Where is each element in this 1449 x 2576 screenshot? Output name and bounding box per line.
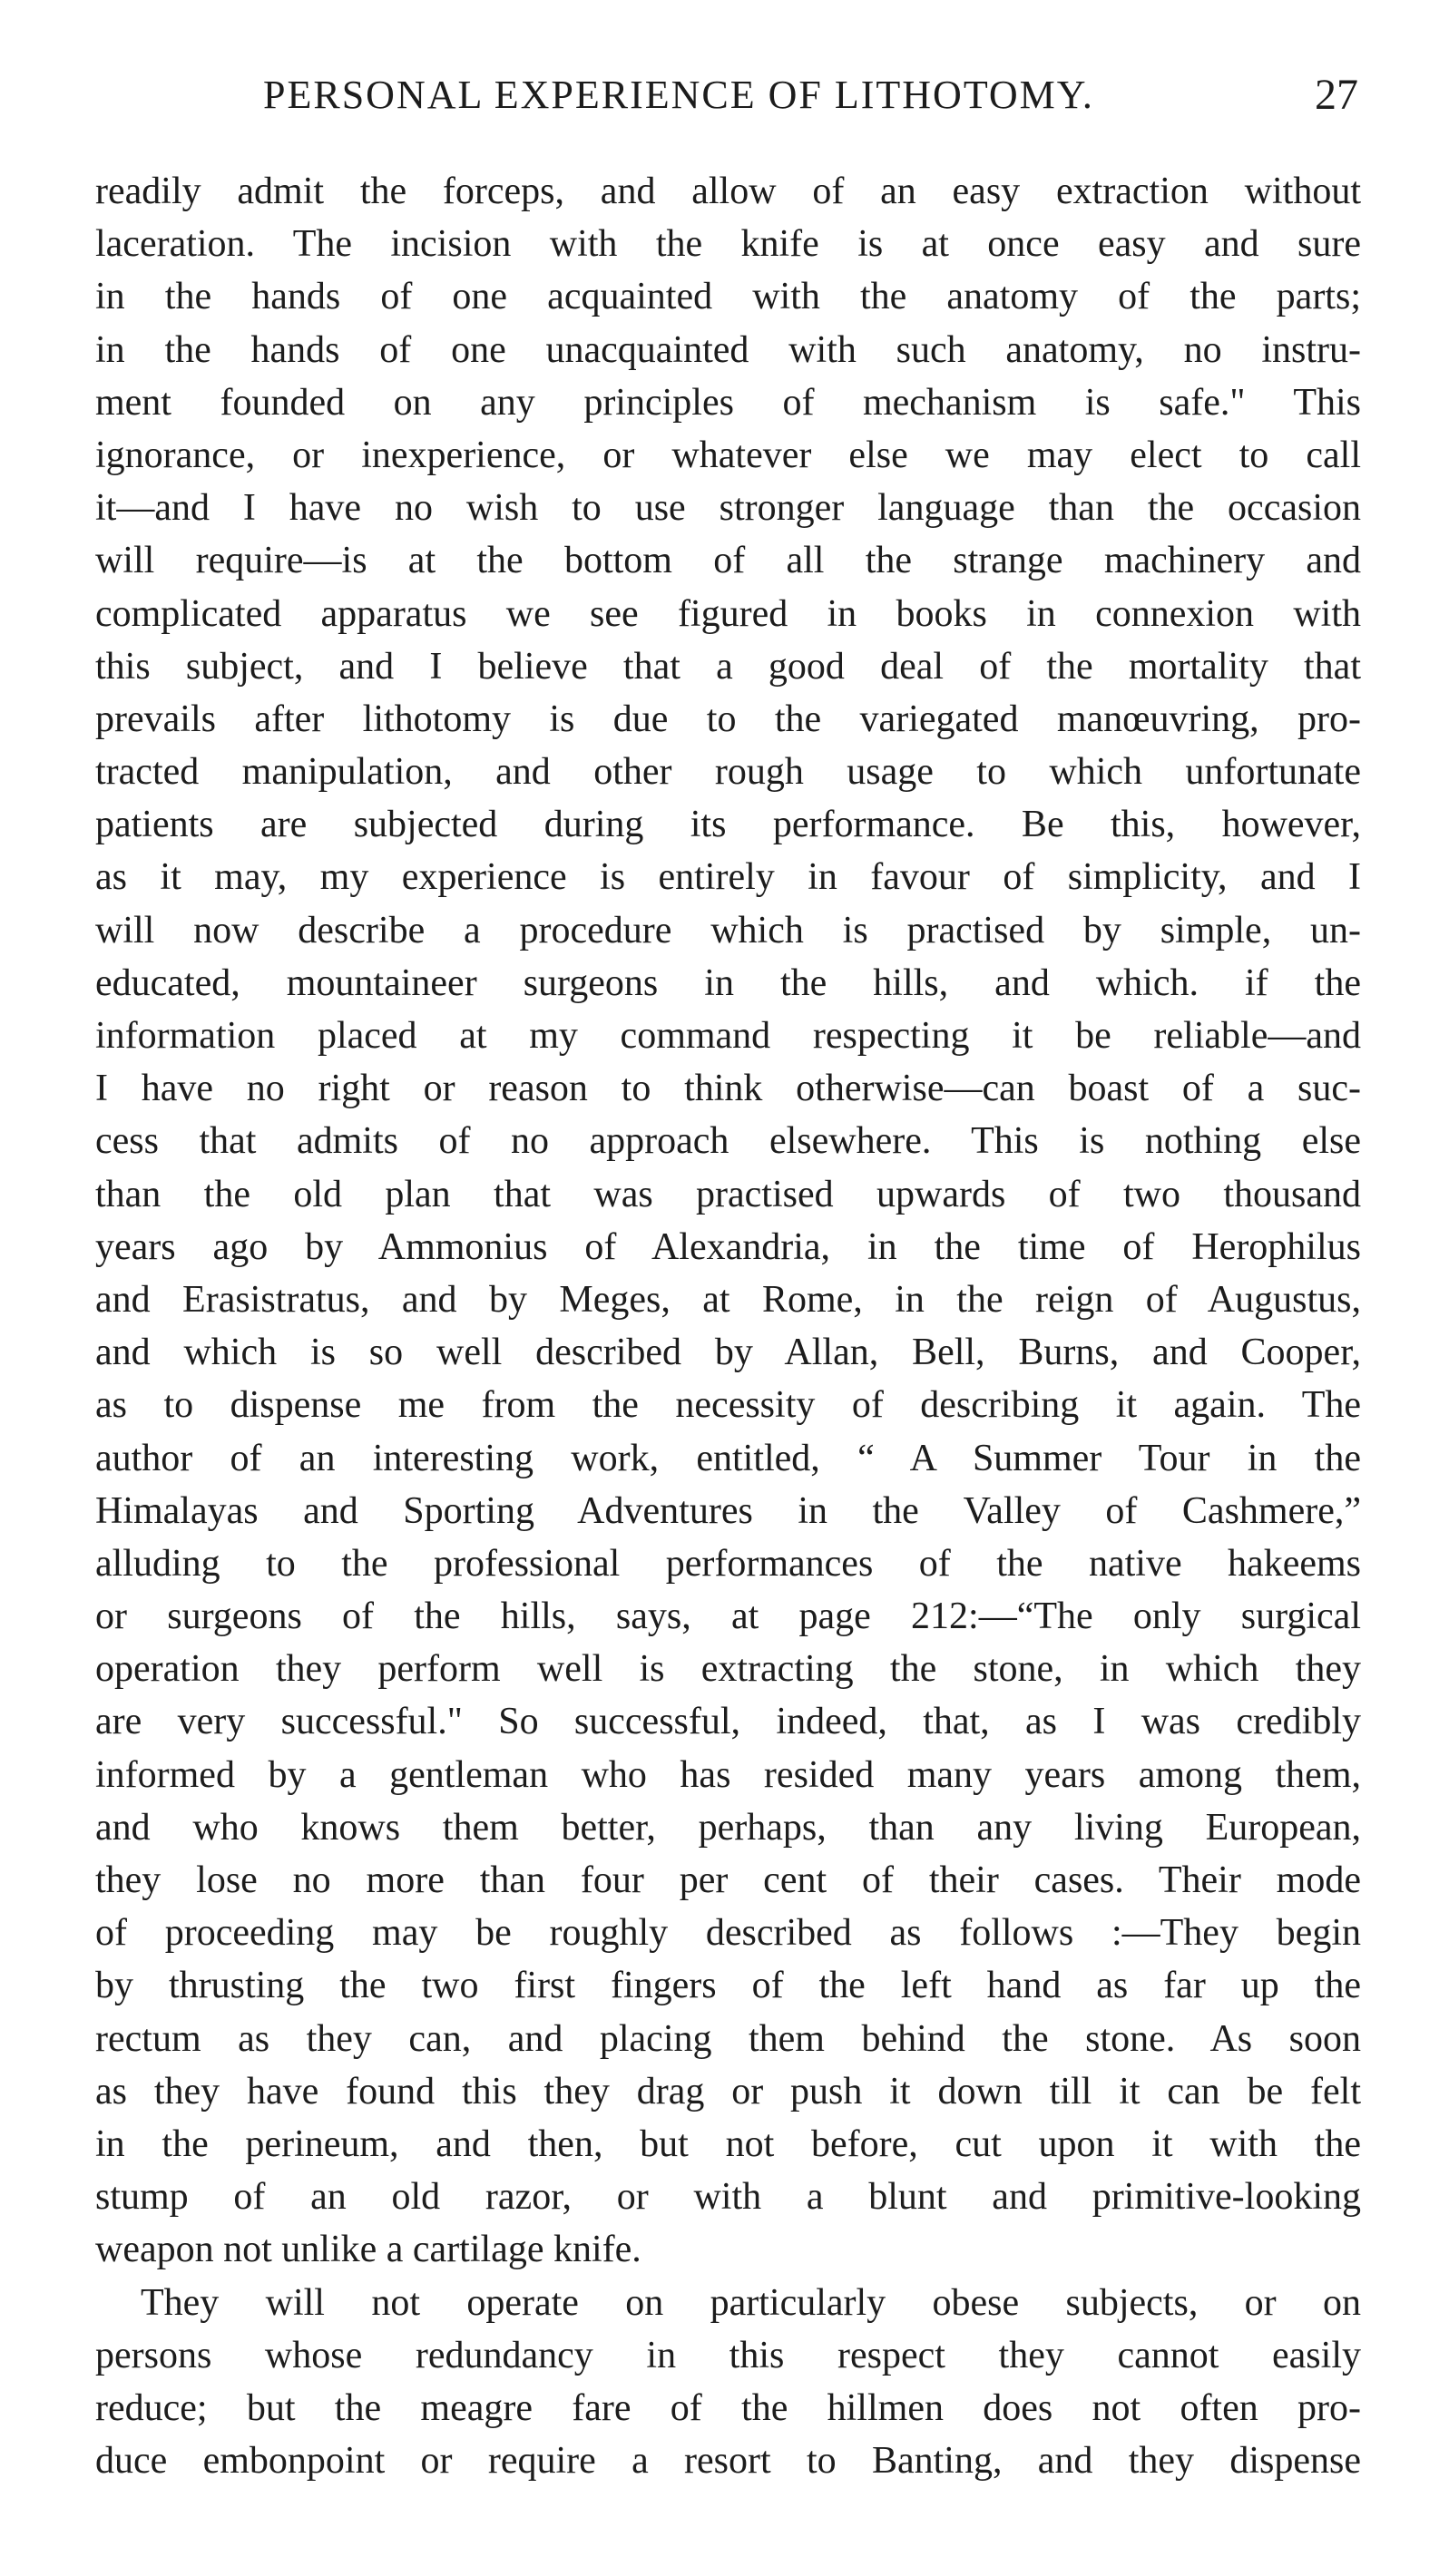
paragraph-2 (95, 2277, 1361, 2488)
text-line: as it may, my experience is entirely in favour of simplicity, and I (95, 856, 1361, 899)
text-line: I have no right or reason to think otherwise—can boast of a suc- (95, 1068, 1361, 1110)
text-line: ment founded on any principles of mechanism is safe." This (95, 381, 1361, 424)
text-line: tracted manipulation, and other rough usage to which unfortunate (95, 751, 1361, 794)
text-line: years ago by Ammonius of Alexandria, in the time of Herophilus (95, 1225, 1361, 1268)
text-line: and Erasistratus, and by Meges, at Rome, in the reign of Augustus, (95, 1278, 1361, 1321)
text-line: readily admit the forceps, and allow of an easy extraction without (95, 171, 1361, 212)
text-line: are very successful." So successful, indeed, that, as I was credibly (95, 1701, 1361, 1743)
text-line: as they have found this they drag or push it down till it can be felt (95, 2070, 1361, 2113)
text-line: Himalayas and Sporting Adventures in the Valley of Cashmere,” (95, 1489, 1361, 1532)
text-line: will require—is at the bottom of all the strange machinery and (95, 540, 1361, 582)
text-line: operation they perform well is extracting the stone, in which they (95, 1648, 1361, 1691)
text-line: ignorance, or inexperience, or whatever else we may elect to call (95, 434, 1361, 476)
text-line: they lose no more than four per cent of their cases. Their mode (95, 1859, 1361, 1901)
running-head (95, 63, 1358, 127)
running-head-title: PERSONAL EXPERIENCE OF LITHOTOMY. (263, 73, 1094, 117)
text-line: patients are subjected during its performance. Be this, however, (95, 804, 1361, 846)
text-line: rectum as they can, and placing them behind the stone. As soon (95, 2017, 1361, 2060)
paragraph-1 (95, 165, 1361, 2277)
text-line: author of an interesting work, entitled, “ A Summer Tour in the (95, 1437, 1361, 1479)
text-line: reduce; but the meagre fare of the hillmen does not often pro- (95, 2386, 1361, 2429)
text-line: and who knows them better, perhaps, than any living European, (95, 1806, 1361, 1849)
text-line: alluding to the professional performances of the native hakeems (95, 1542, 1361, 1585)
text-line: or surgeons of the hills, says, at page 212:—“The only surgical (95, 1595, 1361, 1638)
text-line: as to dispense me from the necessity of describing it again. The (95, 1384, 1361, 1427)
text-line: information placed at my command respecting it be reliable—and (95, 1015, 1361, 1057)
text-line: persons whose redundancy in this respect they cannot easily (95, 2334, 1361, 2376)
text-line: laceration. The incision with the knife is at once easy and sure (95, 223, 1361, 266)
text-line: in the hands of one acquainted with the anatomy of the parts; (95, 276, 1361, 318)
text-line: complicated apparatus we see figured in books in connexion with (95, 592, 1361, 635)
text-line: by thrusting the two first fingers of the left hand as far up the (95, 1965, 1361, 2007)
text-line: than the old plan that was practised upwards of two thousand (95, 1173, 1361, 1215)
text-line: this subject, and I believe that a good deal of the mortality that (95, 645, 1361, 688)
text-line: will now describe a procedure which is practised by simple, un- (95, 909, 1361, 951)
text-line: stump of an old razor, or with a blunt and primitive-looking (95, 2176, 1361, 2219)
text-line: of proceeding may be roughly described as follows :—They begin (95, 1912, 1361, 1955)
text-line: in the perineum, and then, but not before, cut upon it with the (95, 2122, 1361, 2165)
text-line: informed by a gentleman who has resided many years among them, (95, 1753, 1361, 1796)
text-line: educated, mountaineer surgeons in the hills, and which. if the (95, 961, 1361, 1004)
page-number: 27 (1315, 71, 1358, 119)
text-line: prevails after lithotomy is due to the variegated manœuvring, pro- (95, 698, 1361, 740)
text-line: it—and I have no wish to use stronger language than the occasion (95, 487, 1361, 530)
text-line: cess that admits of no approach elsewhere. This is nothing else (95, 1120, 1361, 1163)
text-line: in the hands of one unacquainted with such anatomy, no instru- (95, 328, 1361, 371)
body-text (95, 165, 1361, 2487)
text-line: and which is so well described by Allan, Bell, Burns, and Cooper, (95, 1332, 1361, 1374)
text-line: weapon not unlike a cartilage knife. (95, 2229, 641, 2271)
text-line: duce embonpoint or require a resort to Banting, and they dispense (95, 2440, 1361, 2483)
text-line: They will not operate on particularly obese subjects, or on (141, 2281, 1361, 2324)
